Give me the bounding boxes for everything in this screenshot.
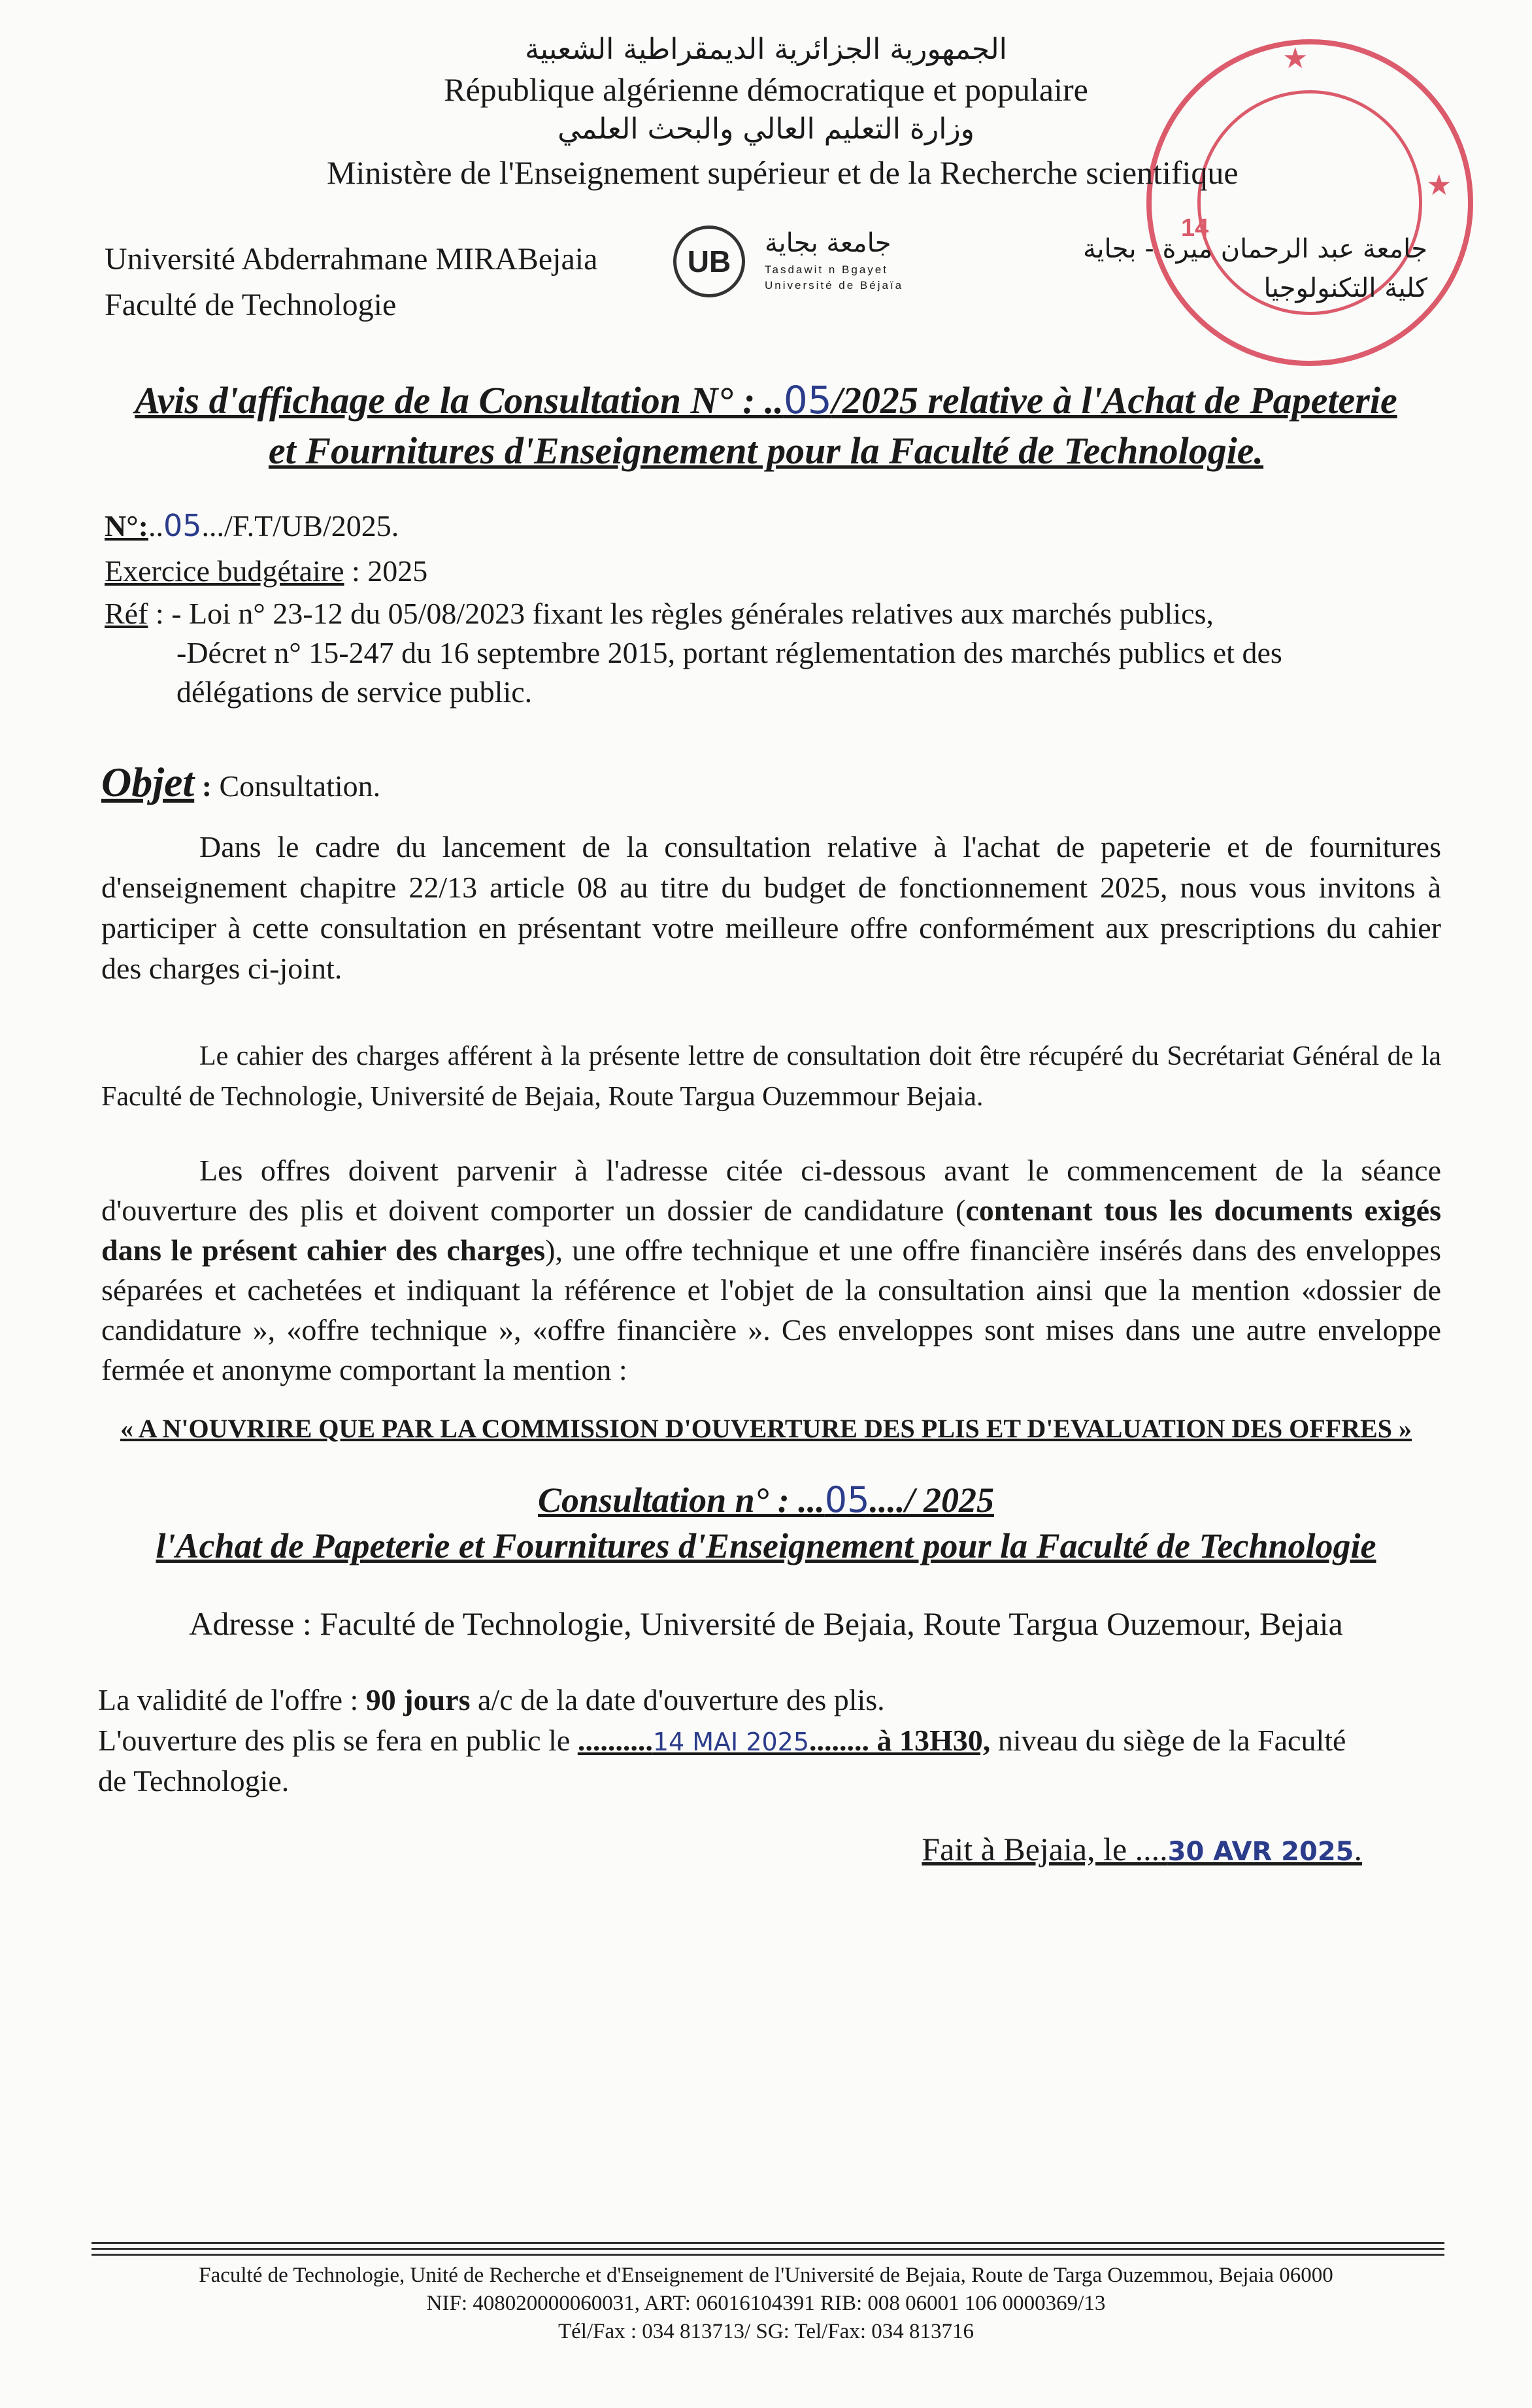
footer-contact: Tél/Fax : 034 813713/ SG: Tel/Fax: 034 813716 — [558, 2320, 974, 2343]
stamp-number: 14 — [1181, 214, 1209, 242]
handwritten-consultation-number: 05 — [824, 1479, 870, 1520]
object-line: Objet : Consultation. — [101, 759, 381, 805]
logo-line1: Tasdawit n Bgayet — [765, 263, 888, 276]
handwritten-number: 05 — [783, 378, 832, 422]
university-name-ar: جامعة عبد الرحمان ميرة - بجاية — [1082, 234, 1427, 264]
document-title: Avis d'affichage de la Consultation N° : ..05/2025 relative à l'Achat de Papeterie — [135, 378, 1397, 422]
footer-divider — [92, 2242, 1444, 2255]
opening-location: de Technologie. — [98, 1764, 290, 1798]
footer-address: Faculté de Technologie, Unité de Recherche et d'Enseignement de l'Université de Bejaia, Route de Targa Ouzemmou, Bejaia 06000 — [199, 2264, 1333, 2287]
faculty-name-ar: كلية التكنولوجيا — [1263, 273, 1427, 303]
document-title-line2: et Fournitures d'Enseignement pour la Faculté de Technologie. — [268, 429, 1264, 472]
budget-exercise: Exercice budgétaire : 2025 — [105, 554, 428, 588]
university-name: Université Abderrahmane MIRABejaia — [105, 242, 598, 276]
university-logo-icon — [673, 226, 1013, 304]
reference-decree-end: délégations de service public. — [176, 675, 533, 709]
reference-number: N°:..05.../F.T/UB/2025. — [105, 508, 399, 543]
envelope-mention: « A N'OUVRIRE QUE PAR LA COMMISSION D'OUVERTURE DES PLIS ET D'EVALUATION DES OFFRES » — [120, 1414, 1412, 1443]
reference-law: Réf : - Loi n° 23-12 du 05/08/2023 fixant les règles générales relatives aux marchés publics, — [105, 597, 1214, 630]
logo-arabic: جامعة بجاية — [765, 228, 891, 258]
address: Adresse : Faculté de Technologie, Université de Bejaia, Route Targua Ouzemour, Bejaia — [189, 1605, 1343, 1642]
consultation-subject: l'Achat de Papeterie et Fournitures d'Enseignement pour la Faculté de Technologie — [156, 1526, 1376, 1565]
offer-validity: La validité de l'offre : 90 jours a/c de la date d'ouverture des plis. — [98, 1683, 885, 1716]
paragraph-intro: Dans le cadre du lancement de la consultation relative à l'achat de papeterie et de fournitures d'enseignement chapitre 22/13 article 08 au titre du budget de fonctionnement 2025, nous vous invitons à participer à cette consultation en présentant votre meilleure offre conformément aux prescriptions du cahier des charges ci-joint. — [101, 830, 1441, 985]
faculty-name: Faculté de Technologie — [105, 288, 397, 322]
handwritten-ref-number: 05 — [163, 508, 202, 543]
footer-fiscal: NIF: 408020000060031, ART: 06016104391 RIB: 008 06001 106 0000369/13 — [426, 2292, 1106, 2315]
republic-fr: République algérienne démocratique et populaire — [444, 71, 1088, 108]
paragraph-offers: Les offres doivent parvenir à l'adresse citée ci-dessous avant le commencement de la séance d'ouverture des plis et doivent comporter un dossier de candidature (contenant tous les documents exigés dans le présent cahier des charges), une offre technique et une offre financière insérés dans des enveloppes séparées et cachetées et indiquant la référence et l'objet de la consultation ainsi que la mention «dossier de candidature », «offre technique », «offre financière ». Ces enveloppes sont mises dans une autre enveloppe fermée et anonyme comportant la mention : — [101, 1154, 1441, 1386]
republic-ar: الجمهورية الجزائرية الديمقراطية الشعبية — [525, 33, 1007, 66]
paragraph-specifications: Le cahier des charges afférent à la présente lettre de consultation doit être récupéré du Secrétariat Général de la Faculté de Technologie, Université de Bejaia, Route Targua Ouzemmour Bejaia. — [101, 1041, 1441, 1112]
signature-date: Fait à Bejaia, le ....30 AVR 2025. — [922, 1831, 1362, 1867]
opening-date-stamp: 14 MAI 2025 — [652, 1728, 810, 1756]
logo-line2: Université de Béjaïa — [765, 279, 904, 292]
ministry-fr: Ministère de l'Enseignement supérieur et de la Recherche scientifique — [327, 154, 1239, 191]
reference-decree: -Décret n° 15-247 du 16 septembre 2015, portant réglementation des marchés publics et des — [176, 636, 1282, 669]
official-stamp-icon: ★ ★ 14 — [1146, 39, 1473, 366]
consultation-number: Consultation n° : ...05..../ 2025 — [538, 1479, 994, 1520]
logo-mark: UB — [673, 226, 745, 297]
ministry-ar: وزارة التعليم العالي والبحث العلمي — [558, 112, 974, 146]
opening-date: L'ouverture des plis se fera en public le ..........14 MAI 2025........ à 13H30, niveau du siège de la Faculté — [98, 1724, 1346, 1757]
signature-date-stamp: 30 AVR 2025 — [1167, 1837, 1354, 1867]
